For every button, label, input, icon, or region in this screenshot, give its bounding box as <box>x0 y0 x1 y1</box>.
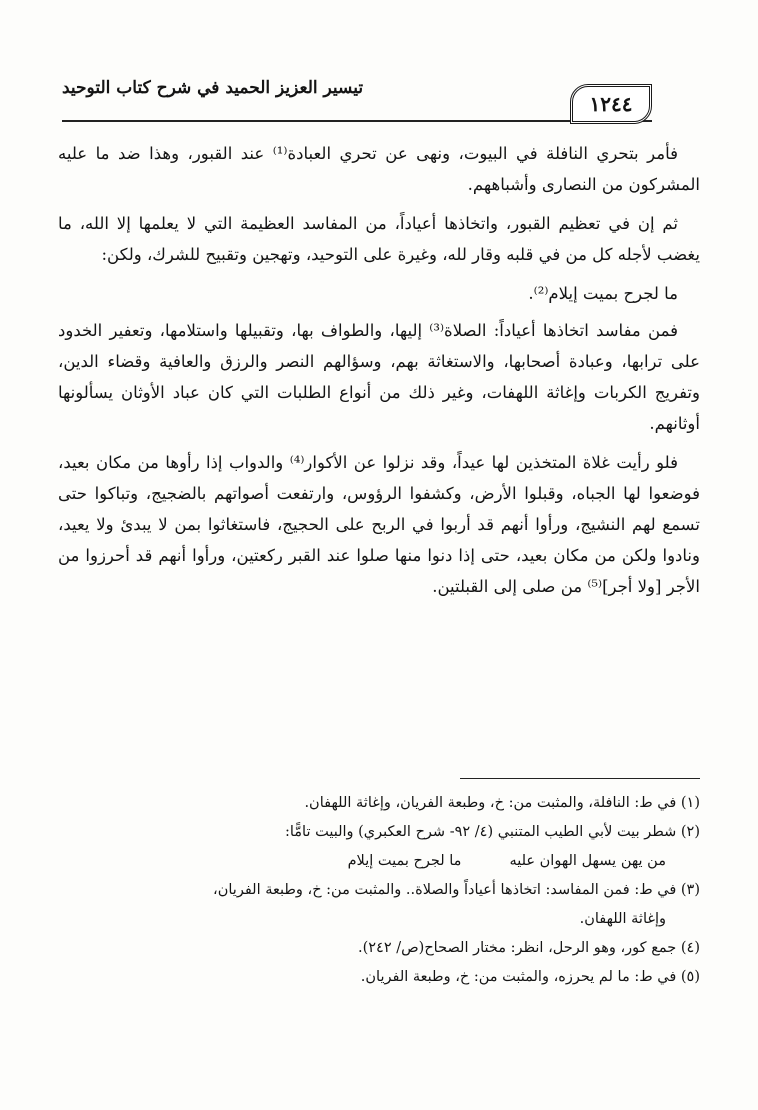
footnotes <box>58 790 700 993</box>
verse-first-hemistich: من يهن يسهل الهوان عليه <box>509 853 666 869</box>
footnote-2: (٢) شطر بيت لأبي الطيب المتنبي (٤/ ٩٢- شرح العكبري) والبيت تامًّا: <box>284 824 700 840</box>
footnote-5: (٥) في ط: ما لم يحرزه، والمثبت من: خ، وطبعة الفريان. <box>360 969 700 985</box>
main-text <box>58 138 700 610</box>
paragraph: فأمر بتحري النافلة في البيوت، ونهى عن تحري العبادة⁽¹⁾ عند القبور، وهذا ضد ما عليه المشركون من النصارى وأشباههم. <box>58 144 700 194</box>
verse-line: ما لجرح بميت إيلام⁽²⁾. <box>528 284 678 303</box>
footnote-1: (١) في ط: النافلة، والمثبت من: خ، وطبعة الفريان، وإغاثة اللهفان. <box>304 795 700 811</box>
page-number: ١٢٤٤ <box>570 84 652 124</box>
footnote-3: (٣) في ط: فمن المفاسد: اتخاذها أعياداً والصلاة.. والمثبت من: خ، وطبعة الفريان، <box>213 882 700 898</box>
paragraph: ثم إن في تعظيم القبور، واتخاذها أعياداً، من المفاسد العظيمة التي لا يعلمها إلا الله، ما يغضب لأجله كل من في قلبه وقار لله، وغيرة على التوحيد، وتهجين وتقبيح للشرك، ولكن: <box>58 214 700 264</box>
paragraph: فلو رأيت غلاة المتخذين لها عيداً، وقد نزلوا عن الأكوار⁽⁴⁾ والدواب إذا رأوها من مكان بعيد، فوضعوا لها الجباه، وقبلوا الأرض، وكشفوا الرؤوس، وارتفعت أصواتهم بالضجيج، وتباكوا حتى تسمع لهم النشيج، ورأوا أنهم قد أربوا في الربح على الحجيج، فاستغاثوا بمن لا يبدئ ولا يعيد، ونادوا ولكن من مكان بعيد، حتى إذا دنوا منها صلوا عند القبر ركعتين، ورأوا أنهم قد أحرزوا من الأجر [ولا أجر]⁽⁵⁾ من صلى إلى القبلتين. <box>58 453 700 596</box>
verse-second-hemistich: ما لجرح بميت إيلام <box>347 853 462 869</box>
footnote-separator <box>460 778 700 779</box>
running-header <box>62 74 652 122</box>
paragraph: فمن مفاسد اتخاذها أعياداً: الصلاة⁽³⁾ إليها، والطواف بها، وتقبيلها واستلامها، وتعفير الخدود على ترابها، وعبادة أصحابها، والاستغاثة بهم، وسؤالهم النصر والرزق والعافية وقضاء الدين، وتفريج الكربات وإغاثة اللهفات، وغير ذلك من أنواع الطلبات التي كان عباد الأوثان يسألونها أوثانهم. <box>58 321 700 433</box>
footnote-verse <box>58 848 700 875</box>
book-title: تيسير العزيز الحميد في شرح كتاب التوحيد <box>62 78 364 98</box>
footnote-3-continuation: وإغاثة اللهفان. <box>579 911 666 927</box>
footnote-4: (٤) جمع كور، وهو الرحل، انظر: مختار الصحاح(ص/ ٢٤٢). <box>357 940 700 956</box>
